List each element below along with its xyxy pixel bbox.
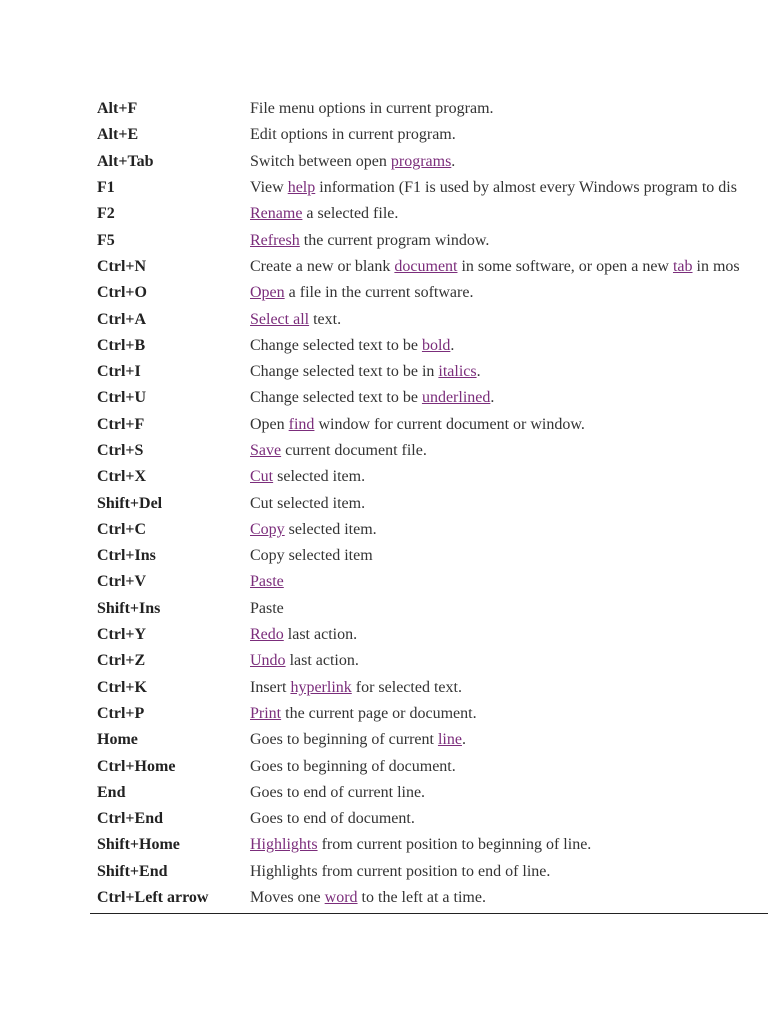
shortcut-key: Alt+E xyxy=(97,126,139,144)
shortcut-key: Ctrl+C xyxy=(97,520,147,538)
description-text: selected item. xyxy=(273,468,366,486)
shortcut-description xyxy=(250,679,768,697)
table-row xyxy=(90,832,768,858)
shortcut-description xyxy=(250,573,768,591)
description-text: in mos xyxy=(692,257,740,275)
shortcut-description xyxy=(250,495,768,513)
table-row xyxy=(90,727,768,753)
description-text: to the left at a time. xyxy=(357,889,486,907)
table-row xyxy=(90,675,768,701)
description-text: . xyxy=(451,152,456,170)
description-link[interactable]: Copy xyxy=(250,520,285,538)
shortcut-key: Ctrl+Home xyxy=(97,757,176,775)
table-row xyxy=(90,175,768,201)
description-text: Edit options in current program. xyxy=(250,126,456,144)
description-text: for selected text. xyxy=(351,678,462,696)
description-link[interactable]: Redo xyxy=(250,626,284,644)
shortcut-key: F5 xyxy=(97,231,115,249)
description-text: in some software, or open a new xyxy=(457,257,673,275)
shortcut-key: Ctrl+Ins xyxy=(97,547,156,565)
table-row xyxy=(90,596,768,622)
shortcut-key: Ctrl+X xyxy=(97,468,147,486)
shortcut-description xyxy=(250,100,768,118)
description-link[interactable]: bold xyxy=(421,336,451,354)
description-text: Open xyxy=(250,415,289,433)
shortcut-description xyxy=(250,442,768,460)
shortcut-description xyxy=(250,836,768,854)
shortcut-description xyxy=(250,416,768,434)
shortcut-description xyxy=(250,810,768,828)
shortcut-description xyxy=(250,652,768,670)
shortcut-description xyxy=(250,705,768,723)
shortcut-key: Alt+Tab xyxy=(97,152,154,170)
description-text: Paste xyxy=(250,599,284,617)
shortcut-key: F2 xyxy=(97,205,115,223)
table-row xyxy=(90,306,768,332)
description-link[interactable]: word xyxy=(324,889,358,907)
table-row xyxy=(90,648,768,674)
shortcut-description xyxy=(250,153,768,171)
description-text: current document file. xyxy=(281,442,427,459)
shortcut-key: Ctrl+Z xyxy=(97,652,146,670)
description-text: selected item. xyxy=(284,520,377,538)
shortcut-description xyxy=(250,758,768,776)
shortcut-key: Shift+Home xyxy=(97,836,180,854)
description-link[interactable]: Undo xyxy=(250,652,286,670)
table-row xyxy=(90,201,768,227)
description-link[interactable]: Save xyxy=(250,442,282,459)
description-link[interactable]: line xyxy=(437,731,462,749)
shortcut-key: Alt+F xyxy=(97,100,138,118)
shortcut-description xyxy=(250,126,768,144)
description-text: File menu options in current program. xyxy=(250,100,494,118)
description-text: Change selected text to be in xyxy=(250,363,439,381)
description-text: the current page or document. xyxy=(281,704,477,722)
description-text: Goes to end of current line. xyxy=(250,783,426,801)
description-text: Goes to beginning of current xyxy=(250,731,438,749)
description-text: . xyxy=(461,731,466,749)
description-text: Switch between open xyxy=(250,152,391,170)
table-row xyxy=(90,385,768,411)
description-link[interactable]: help xyxy=(287,179,316,197)
table-row xyxy=(90,122,768,148)
shortcut-key: Ctrl+U xyxy=(97,389,147,407)
shortcut-description xyxy=(250,731,768,749)
table-row xyxy=(90,333,768,359)
description-link[interactable]: tab xyxy=(672,257,693,275)
description-link[interactable]: Refresh xyxy=(250,231,300,249)
shortcut-key: Shift+End xyxy=(97,862,168,880)
shortcut-key: Ctrl+Left arrow xyxy=(97,889,209,907)
shortcut-description xyxy=(250,626,768,644)
description-text: Copy selected item xyxy=(250,547,373,565)
description-text: Change selected text to be xyxy=(250,336,422,354)
shortcut-description xyxy=(250,889,768,907)
description-link[interactable]: underlined xyxy=(421,389,491,407)
description-text: Goes to beginning of document. xyxy=(250,757,456,775)
shortcut-rows xyxy=(90,96,768,911)
description-text: Goes to end of document. xyxy=(250,810,415,828)
shortcut-key: Shift+Del xyxy=(97,494,163,512)
shortcut-key: Ctrl+End xyxy=(97,810,164,828)
description-text: . xyxy=(476,363,481,381)
table-row xyxy=(90,280,768,306)
table-row xyxy=(90,569,768,595)
shortcut-key: F1 xyxy=(97,179,115,197)
shortcut-table xyxy=(90,96,768,914)
description-text: Insert xyxy=(250,678,291,696)
shortcut-key: Ctrl+Y xyxy=(97,626,147,644)
shortcut-key: Home xyxy=(97,731,138,749)
shortcut-key: Ctrl+I xyxy=(97,363,141,381)
description-text: text. xyxy=(309,310,342,328)
description-text: Cut selected item. xyxy=(250,494,366,512)
shortcut-description xyxy=(250,258,768,276)
shortcut-description xyxy=(250,863,768,881)
description-link[interactable]: programs xyxy=(390,152,452,170)
shortcut-key: Ctrl+B xyxy=(97,336,146,354)
shortcut-description xyxy=(250,179,768,197)
description-text: Highlights from current position to end of line. xyxy=(250,862,551,880)
shortcut-key: Ctrl+O xyxy=(97,284,147,302)
description-text: Change selected text to be xyxy=(250,389,422,407)
description-text: window for current document or window. xyxy=(314,415,585,433)
table-row xyxy=(90,412,768,438)
shortcut-description xyxy=(250,363,768,381)
table-row xyxy=(90,490,768,516)
table-row xyxy=(90,543,768,569)
shortcut-key: Ctrl+F xyxy=(97,415,145,433)
shortcut-key: Ctrl+N xyxy=(97,257,147,275)
table-row xyxy=(90,885,768,911)
table-row xyxy=(90,622,768,648)
description-link[interactable]: document xyxy=(394,257,458,275)
table-row xyxy=(90,96,768,122)
description-link[interactable]: find xyxy=(288,415,315,433)
shortcut-description xyxy=(250,547,768,565)
table-row xyxy=(90,517,768,543)
description-link[interactable]: Open xyxy=(250,284,285,302)
description-text: . xyxy=(450,336,455,354)
description-text: last action. xyxy=(283,626,358,644)
table-row xyxy=(90,254,768,280)
shortcut-description xyxy=(250,284,768,302)
shortcut-description xyxy=(250,784,768,802)
shortcut-description xyxy=(250,389,768,407)
table-row xyxy=(90,780,768,806)
table-row xyxy=(90,359,768,385)
table-row xyxy=(90,806,768,832)
table-row xyxy=(90,438,768,464)
shortcut-description xyxy=(250,521,768,539)
shortcut-key: Ctrl+V xyxy=(97,573,147,591)
description-text: a file in the current software. xyxy=(284,284,474,302)
table-row xyxy=(90,464,768,490)
description-text: last action. xyxy=(285,652,359,670)
shortcut-description xyxy=(250,337,768,355)
description-link[interactable]: Highlights xyxy=(250,836,318,854)
shortcut-description xyxy=(250,311,768,329)
shortcut-description xyxy=(250,205,768,223)
description-text: Moves one xyxy=(250,889,325,907)
description-link[interactable]: Rename xyxy=(250,205,303,223)
table-row xyxy=(90,859,768,885)
table-bottom-rule xyxy=(90,913,768,914)
description-text: from current position to beginning of line. xyxy=(317,836,592,854)
description-link[interactable]: hyperlink xyxy=(290,678,352,696)
table-row xyxy=(90,753,768,779)
table-row xyxy=(90,149,768,175)
shortcut-key: Ctrl+A xyxy=(97,310,147,328)
shortcut-key: Ctrl+K xyxy=(97,678,147,696)
description-link[interactable]: Print xyxy=(250,704,282,722)
shortcut-key: Ctrl+P xyxy=(97,704,145,722)
shortcut-key: Ctrl+S xyxy=(97,442,144,459)
shortcut-key: Shift+Ins xyxy=(97,599,161,617)
table-row xyxy=(90,701,768,727)
shortcut-key: End xyxy=(97,783,126,801)
description-text: . xyxy=(490,389,495,407)
description-text: Create a new or blank xyxy=(250,257,395,275)
shortcut-description xyxy=(250,468,768,486)
description-link[interactable]: Paste xyxy=(250,573,284,591)
description-text: information (F1 is used by almost every Windows program to dis xyxy=(315,179,737,197)
description-link[interactable]: Cut xyxy=(250,468,274,486)
shortcut-description xyxy=(250,232,768,250)
shortcut-description xyxy=(250,600,768,618)
description-text: View xyxy=(250,179,288,197)
description-link[interactable]: italics xyxy=(438,363,477,381)
description-link[interactable]: Select all xyxy=(250,310,310,328)
description-text: the current program window. xyxy=(299,231,490,249)
table-row xyxy=(90,227,768,253)
description-text: a selected file. xyxy=(302,205,399,223)
